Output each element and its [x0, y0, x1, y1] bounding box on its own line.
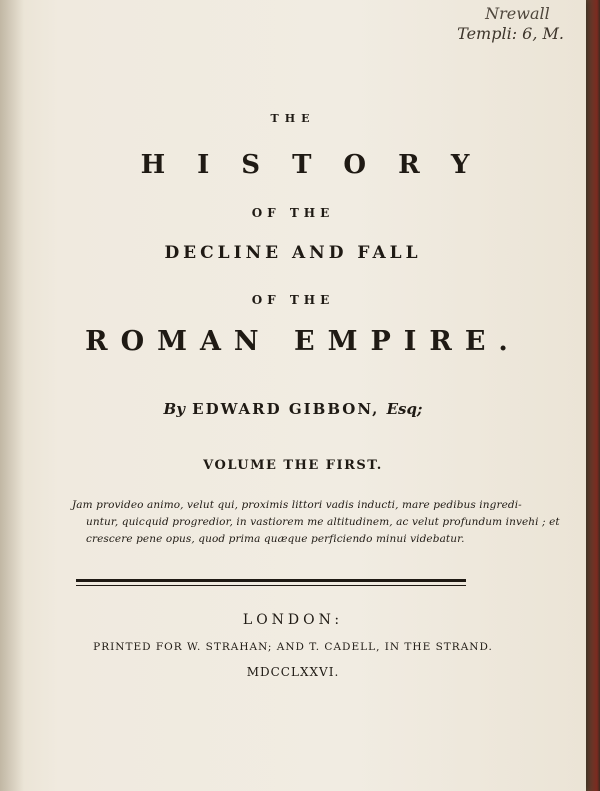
- author-esq: Esq;: [386, 400, 423, 418]
- imprint-city: LONDON:: [242, 612, 344, 628]
- author-line: [0, 400, 586, 418]
- epigraph-line-1: Jam provideo animo, velut qui, proximis littori vadis inducti, mare pedibus ingredi-: [72, 499, 522, 511]
- author-name: EDWARD GIBBON,: [192, 400, 380, 418]
- volume-label: VOLUME THE FIRST.: [203, 458, 383, 473]
- epigraph-line-3: crescere pene opus, quod prima quæque perficiendo minui videbatur.: [86, 533, 465, 545]
- title-the: THE: [270, 112, 316, 125]
- epigraph-line-2: untur, quicquid progredior, in vastiorem me altitudinem, ac velut profundum invehi ; et: [86, 516, 560, 528]
- double-rule-thin: [76, 585, 466, 586]
- title-roman-empire: ROMAN EMPIRE.: [85, 326, 521, 357]
- author-by: By: [163, 400, 185, 418]
- double-rule-thick: [76, 579, 466, 582]
- inscription-line-2: Templi: 6, M.: [457, 24, 564, 43]
- title-of-the-1: OF THE: [251, 206, 335, 220]
- epigraph: [72, 497, 560, 548]
- title-decline-and-fall: DECLINE AND FALL: [164, 243, 422, 263]
- imprint-printer: PRINTED FOR W. STRAHAN; AND T. CADELL, IN THE STRAND.: [93, 641, 493, 653]
- imprint-date: MDCCLXXVI.: [246, 665, 340, 679]
- title-of-the-2: OF THE: [251, 293, 335, 307]
- inscription-line-1: Nrewall: [485, 4, 550, 23]
- handwritten-inscription: [457, 4, 564, 44]
- title-history: HISTORY: [140, 150, 502, 180]
